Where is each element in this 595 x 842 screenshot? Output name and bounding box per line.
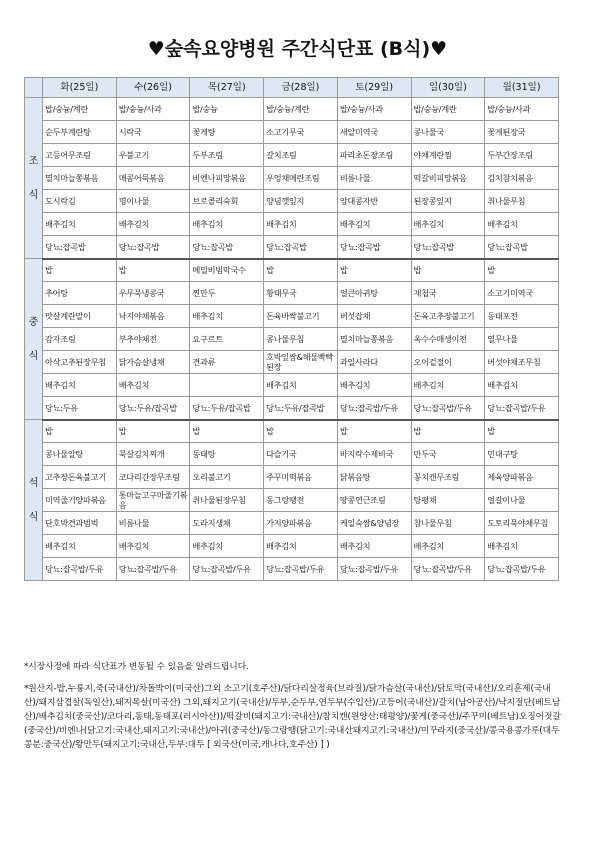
menu-cell: 매콤어묵볶음: [116, 167, 190, 190]
menu-cell: 소고기미역국: [485, 282, 559, 305]
menu-cell: 묵살김치찌개: [116, 443, 190, 466]
menu-cell: 동태포전: [485, 305, 559, 328]
menu-cell: 고등어무조림: [43, 144, 117, 167]
menu-cell: 야채계란찜: [411, 144, 485, 167]
menu-row: [25, 512, 559, 535]
menu-cell: 우무묵냉콩국: [116, 282, 190, 305]
menu-cell: 당뇨:잡곡밥: [264, 236, 338, 259]
menu-cell: 밥: [116, 259, 190, 282]
menu-cell: 밥: [116, 420, 190, 443]
menu-cell: 당뇨:잡곡밥/두유: [337, 397, 411, 420]
menu-row: [25, 190, 559, 213]
day-header: 일(30일): [411, 78, 485, 98]
menu-cell: 비름나물: [116, 512, 190, 535]
menu-cell: 밥: [43, 259, 117, 282]
day-header: 목(27일): [190, 78, 264, 98]
menu-row: [25, 558, 559, 581]
menu-cell: 케일숙쌈&양념장: [337, 512, 411, 535]
menu-cell: 콩나물알탕: [43, 443, 117, 466]
menu-cell: 코다리간장무조림: [116, 466, 190, 489]
menu-cell: 당뇨:잡곡밥: [337, 236, 411, 259]
menu-cell: 밥/숭늉/사과: [485, 98, 559, 121]
menu-cell: 당뇨:잡곡밥/두유: [337, 558, 411, 581]
menu-cell: 멸치마늘쫑볶음: [337, 328, 411, 351]
menu-cell: 아삭고추된장무침: [43, 351, 117, 374]
menu-row: [25, 98, 559, 121]
day-header-row: [25, 78, 559, 98]
menu-cell: 당뇨:잡곡밥: [43, 236, 117, 259]
menu-row: [25, 144, 559, 167]
menu-cell: 배추김치: [411, 535, 485, 558]
menu-cell: 배추김치: [485, 213, 559, 236]
menu-row: [25, 466, 559, 489]
meal-label: 조 식: [25, 98, 43, 259]
menu-row: [25, 282, 559, 305]
menu-cell: 미역줄기양파볶음: [43, 489, 117, 512]
menu-cell: 오리불고기: [190, 466, 264, 489]
menu-cell: 과일사라다: [337, 351, 411, 374]
menu-cell: 탕평채: [411, 489, 485, 512]
menu-cell: 당뇨:잡곡밥/두유: [485, 558, 559, 581]
menu-cell: 당뇨:두유/잡곡밥: [116, 397, 190, 420]
menu-cell: 버섯잡채: [337, 305, 411, 328]
menu-cell: 콩나물국: [411, 121, 485, 144]
menu-cell: 메밀비빔막국수: [190, 259, 264, 282]
menu-cell: 꽃게된장국: [485, 121, 559, 144]
menu-cell: 감자조림: [43, 328, 117, 351]
menu-row: [25, 443, 559, 466]
menu-cell: 취나물무침: [485, 190, 559, 213]
menu-row: [25, 213, 559, 236]
menu-cell: 열무나물: [485, 328, 559, 351]
menu-cell: 당뇨:잡곡밥/두유: [190, 558, 264, 581]
menu-cell: [190, 374, 264, 397]
menu-cell: 부추야채전: [116, 328, 190, 351]
menu-cell: 밥: [337, 259, 411, 282]
menu-cell: 밥/숭늉/계란: [264, 98, 338, 121]
menu-cell: 땅콩연근조림: [337, 489, 411, 512]
menu-cell: 당뇨:잡곡밥/두유: [411, 558, 485, 581]
menu-row: [25, 305, 559, 328]
menu-cell: 당뇨:잡곡밥/두유: [116, 558, 190, 581]
menu-cell: 돈육바싹불고기: [264, 305, 338, 328]
menu-cell: 김치참치볶음: [485, 167, 559, 190]
menu-cell: 배추김치: [116, 535, 190, 558]
menu-cell: 명이나물: [116, 190, 190, 213]
menu-cell: 배추김치: [116, 374, 190, 397]
menu-cell: 오이겉절이: [411, 351, 485, 374]
menu-cell: 당뇨:잡곡밥/두유: [43, 558, 117, 581]
menu-cell: 배추김치: [411, 374, 485, 397]
menu-cell: 밥/숭늉: [190, 98, 264, 121]
change-notice: *시장사정에 따라 식단표가 변동될 수 있음을 알려드립니다.: [24, 662, 249, 672]
menu-cell: 밥: [411, 420, 485, 443]
menu-cell: 배추김치: [43, 535, 117, 558]
menu-row: [25, 535, 559, 558]
menu-cell: 도시락김: [43, 190, 117, 213]
menu-row: [25, 121, 559, 144]
menu-cell: 밥: [264, 420, 338, 443]
menu-cell: 앙대콩자반: [337, 190, 411, 213]
menu-row: [25, 374, 559, 397]
menu-cell: 배추김치: [337, 213, 411, 236]
corner-cell: [25, 78, 43, 98]
menu-cell: 민대구탕: [485, 443, 559, 466]
weekly-menu-table: [24, 77, 559, 581]
menu-cell: 우불고기: [116, 144, 190, 167]
meal-label: 석 식: [25, 420, 43, 581]
menu-cell: 밥/숭늉/사과: [337, 98, 411, 121]
menu-cell: 밥: [411, 259, 485, 282]
menu-cell: 밥: [337, 420, 411, 443]
menu-cell: 배추김치: [411, 213, 485, 236]
menu-cell: 만두국: [411, 443, 485, 466]
menu-row: [25, 236, 559, 259]
menu-cell: 주꾸미떡볶음: [264, 466, 338, 489]
menu-cell: 요구르트: [190, 328, 264, 351]
menu-cell: 닭가슴살냉채: [116, 351, 190, 374]
menu-cell: 배추김치: [43, 213, 117, 236]
menu-cell: 고추장돈육불고기: [43, 466, 117, 489]
menu-cell: 두부간장조림: [485, 144, 559, 167]
menu-cell: 바지락수제비국: [337, 443, 411, 466]
menu-cell: 닭볶음탕: [337, 466, 411, 489]
menu-cell: 새알미역국: [337, 121, 411, 144]
menu-cell: 밥/숭늉/사과: [116, 98, 190, 121]
menu-cell: 배추김치: [190, 535, 264, 558]
menu-cell: 가지양파볶음: [264, 512, 338, 535]
menu-cell: 도라지생채: [190, 512, 264, 535]
menu-cell: 배추김치: [190, 213, 264, 236]
menu-cell: 두부조림: [190, 144, 264, 167]
day-header: 수(26일): [116, 78, 190, 98]
menu-cell: 비름나물: [337, 167, 411, 190]
menu-row: [25, 328, 559, 351]
menu-cell: 꽃게탕: [190, 121, 264, 144]
origin-notice: *원산지-밥,누룽지,죽(국내산)/차돌박이(미국산)그외 소고기(호주산)/닭다리살정육(브라질)/닭가슴살(국내산)/닭토막(국내산)/오리훈제(국내산)/돼지삼겹살(독일산),돼지목살(미국산) 그외,돼지고기(국내산)/두부,순두부,연두부(수입산)/고등어(국내산)/갈치(남아공산)/낙지절단(베트남산)/배추김치(중국산)/코다리,동태,동태포(러시아산))/떡갈비(돼지고기:국내산)/참치캔(원양산:태평양)/꽃게(중국산)/주꾸미(베트남)오징어젓갈(중국산)/비엔나(닭고기:국내산,돼지고기:국내산)/아귀(중국산)/동그랑땡(닭고기:국내산돼지고기:국내산)/미꾸라지(중국산)/콩국용콩가루(대두콩분:중국산)/왕만두(돼지고기:국내산,두부:대두 [ 외국산(미국,캐나다,호주산) ] ): [24, 684, 561, 750]
menu-cell: 브로콜리숙회: [190, 190, 264, 213]
day-header: 화(25일): [43, 78, 117, 98]
menu-cell: 소고기무국: [264, 121, 338, 144]
menu-cell: 당뇨:잡곡밥: [190, 236, 264, 259]
menu-cell: 통마늘고구마줄기볶음: [116, 489, 190, 512]
menu-cell: 우엉채메란조림: [264, 167, 338, 190]
menu-cell: 당뇨:두유: [43, 397, 117, 420]
menu-cell: 배추김치: [337, 535, 411, 558]
menu-cell: 맛살계란말이: [43, 305, 117, 328]
day-header: 토(29일): [337, 78, 411, 98]
menu-cell: 황태무국: [264, 282, 338, 305]
menu-cell: 떡갈비피망볶음: [411, 167, 485, 190]
menu-cell: 콩나물무침: [264, 328, 338, 351]
menu-cell: 취나물된장무침: [190, 489, 264, 512]
menu-cell: 참나물무침: [411, 512, 485, 535]
menu-cell: 된장콩잎지: [411, 190, 485, 213]
menu-cell: 동태탕: [190, 443, 264, 466]
menu-cell: 견과류: [190, 351, 264, 374]
menu-cell: 밥: [485, 259, 559, 282]
menu-cell: 옥수수매생이전: [411, 328, 485, 351]
menu-cell: 밥: [43, 420, 117, 443]
menu-cell: 다슬기국: [264, 443, 338, 466]
menu-row: [25, 397, 559, 420]
menu-cell: 도토리묵야채무침: [485, 512, 559, 535]
menu-cell: 당뇨:두유/잡곡밥: [190, 397, 264, 420]
menu-cell: 밥: [485, 420, 559, 443]
menu-row: [25, 259, 559, 282]
menu-row: [25, 351, 559, 374]
menu-cell: 배추김치: [264, 213, 338, 236]
menu-cell: 얼큰아귀탕: [337, 282, 411, 305]
menu-cell: 배추김치: [116, 213, 190, 236]
menu-cell: 추어탕: [43, 282, 117, 305]
menu-cell: 단호박견과범벅: [43, 512, 117, 535]
menu-cell: 얼갈이나물: [485, 489, 559, 512]
page-title: ♥숲속요양병원 주간식단표 (B식)♥: [147, 38, 448, 60]
menu-cell: 멸치마늘쫑볶음: [43, 167, 117, 190]
menu-cell: 갈치조림: [264, 144, 338, 167]
menu-cell: 순두부계란탕: [43, 121, 117, 144]
menu-row: [25, 167, 559, 190]
menu-cell: 시락국: [116, 121, 190, 144]
menu-cell: 당뇨:두유/잡곡밥: [264, 397, 338, 420]
menu-cell: 당뇨:잡곡밥: [116, 236, 190, 259]
menu-cell: 밥: [264, 259, 338, 282]
menu-cell: 비엔나피망볶음: [190, 167, 264, 190]
menu-cell: 배추김치: [485, 535, 559, 558]
menu-cell: 당뇨:잡곡밥/두유: [485, 397, 559, 420]
menu-cell: 당뇨:잡곡밥/두유: [411, 397, 485, 420]
day-header: 금(28일): [264, 78, 338, 98]
menu-cell: 배추김치: [264, 535, 338, 558]
menu-cell: 양념깻잎지: [264, 190, 338, 213]
menu-cell: 낙지야채볶음: [116, 305, 190, 328]
menu-row: [25, 420, 559, 443]
menu-cell: 돈육고추장불고기: [411, 305, 485, 328]
menu-cell: 밥/숭늉/계란: [43, 98, 117, 121]
menu-cell: 찐만두: [190, 282, 264, 305]
menu-cell: 파리초돈장조림: [337, 144, 411, 167]
menu-cell: 호박잎쌈&해물빡빡된장: [264, 351, 338, 374]
menu-cell: 배추김치: [43, 374, 117, 397]
meal-label: 중 식: [25, 259, 43, 420]
menu-cell: 당뇨:잡곡밥: [485, 236, 559, 259]
menu-cell: 배추김치: [190, 305, 264, 328]
menu-cell: 당뇨:잡곡밥: [411, 236, 485, 259]
menu-cell: 동그랑땡전: [264, 489, 338, 512]
menu-cell: 배추김치: [264, 374, 338, 397]
menu-row: [25, 489, 559, 512]
menu-cell: 밥/숭늉/계란: [411, 98, 485, 121]
menu-cell: 버섯야채조무침: [485, 351, 559, 374]
menu-cell: 배추김치: [485, 374, 559, 397]
menu-cell: 당뇨:잡곡밥/두유: [264, 558, 338, 581]
menu-cell: 재첩국: [411, 282, 485, 305]
menu-cell: 배추김치: [337, 374, 411, 397]
menu-cell: 밥: [190, 420, 264, 443]
menu-cell: 꽁치캔무조림: [411, 466, 485, 489]
menu-cell: 제육양파볶음: [485, 466, 559, 489]
day-header: 월(31일): [485, 78, 559, 98]
